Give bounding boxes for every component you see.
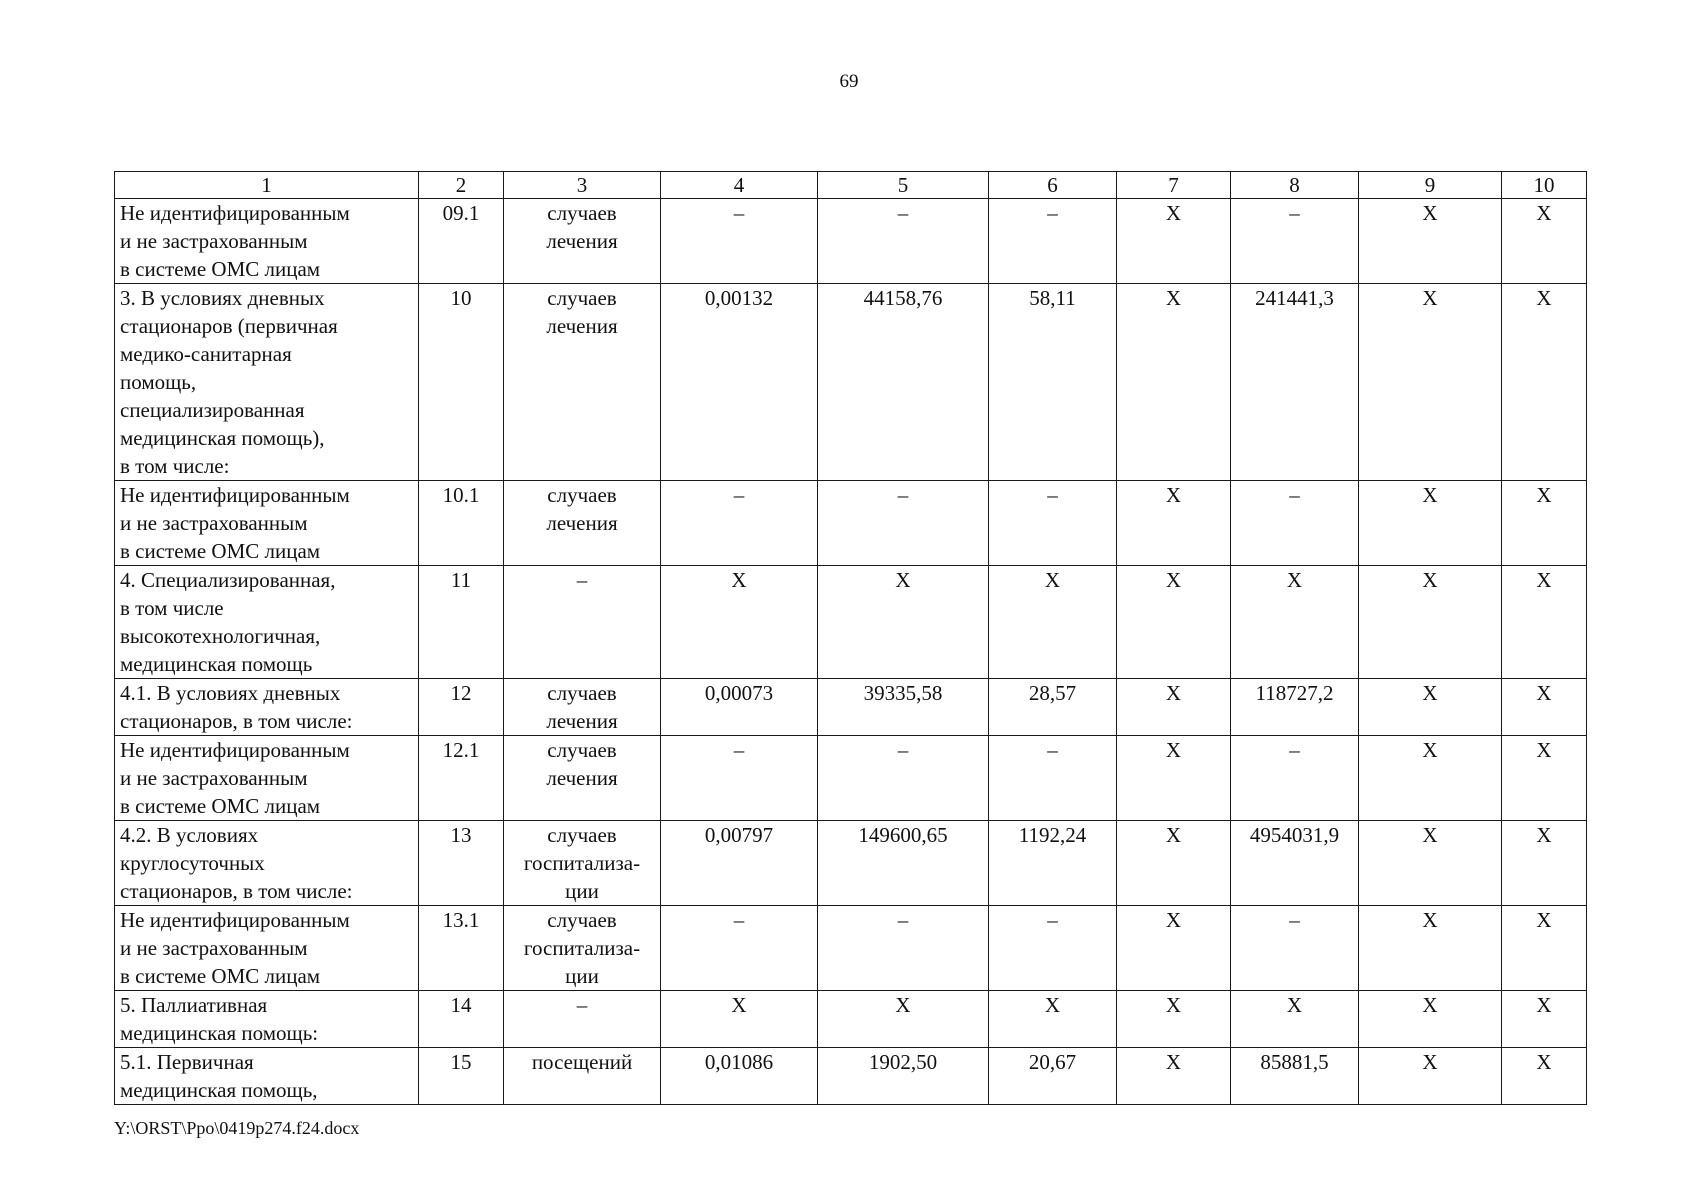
value-cell-6: 58,11 bbox=[989, 284, 1117, 481]
cell-line: помощь, bbox=[120, 370, 197, 394]
cell-line: случаев bbox=[547, 908, 617, 932]
cell-line: Не идентифицированным bbox=[120, 483, 350, 507]
cell-line: случаев bbox=[547, 738, 617, 762]
value-cell-9: Х bbox=[1359, 284, 1502, 481]
value-cell-5: 39335,58 bbox=[818, 679, 989, 736]
value-cell-4: 0,00073 bbox=[661, 679, 818, 736]
cell-line: случаев bbox=[547, 483, 617, 507]
row-name-cell bbox=[115, 906, 419, 991]
cell-line: стационаров, в том числе: bbox=[120, 879, 353, 903]
row-unit-cell bbox=[504, 906, 661, 991]
value-cell-7: Х bbox=[1117, 1048, 1231, 1105]
value-cell-5: – bbox=[818, 906, 989, 991]
cell-line: в том числе: bbox=[120, 454, 230, 478]
cell-line: Не идентифицированным bbox=[120, 738, 350, 762]
row-name-cell bbox=[115, 566, 419, 679]
column-header-4: 4 bbox=[661, 172, 818, 199]
table-row bbox=[115, 199, 1587, 284]
cell-line: и не застрахованным bbox=[120, 511, 308, 535]
table-row bbox=[115, 906, 1587, 991]
row-name-cell bbox=[115, 1048, 419, 1105]
cell-line: в том числе bbox=[120, 596, 224, 620]
value-cell-9: Х bbox=[1359, 736, 1502, 821]
table-row bbox=[115, 991, 1587, 1048]
cell-line: медицинская помощь), bbox=[120, 426, 325, 450]
table-row bbox=[115, 566, 1587, 679]
cell-line: – bbox=[576, 993, 588, 1017]
table-row bbox=[115, 679, 1587, 736]
cell-line: и не застрахованным bbox=[120, 936, 308, 960]
cell-line: 4.2. В условиях bbox=[120, 823, 259, 847]
value-cell-10: Х bbox=[1502, 906, 1587, 991]
value-cell-8: 4954031,9 bbox=[1231, 821, 1359, 906]
cell-line: медицинская помощь, bbox=[120, 1078, 318, 1102]
cell-line: круглосуточных bbox=[120, 851, 265, 875]
cell-line: лечения bbox=[546, 229, 618, 253]
cell-line: медико-санитарная bbox=[120, 342, 292, 366]
column-header-2: 2 bbox=[419, 172, 504, 199]
row-code-cell: 10.1 bbox=[419, 481, 504, 566]
cell-line: Не идентифицированным bbox=[120, 201, 350, 225]
value-cell-9: Х bbox=[1359, 481, 1502, 566]
value-cell-9: Х bbox=[1359, 906, 1502, 991]
value-cell-8: Х bbox=[1231, 991, 1359, 1048]
row-unit-cell bbox=[504, 481, 661, 566]
value-cell-5: 149600,65 bbox=[818, 821, 989, 906]
cell-line: лечения bbox=[546, 314, 618, 338]
column-header-7: 7 bbox=[1117, 172, 1231, 199]
value-cell-5: Х bbox=[818, 991, 989, 1048]
value-cell-6: 20,67 bbox=[989, 1048, 1117, 1105]
row-code-cell: 12 bbox=[419, 679, 504, 736]
value-cell-8: – bbox=[1231, 199, 1359, 284]
cell-line: 4. Специализированная, bbox=[120, 568, 336, 592]
row-unit-cell bbox=[504, 679, 661, 736]
value-cell-5: 44158,76 bbox=[818, 284, 989, 481]
cell-line: высокотехнологичная, bbox=[120, 624, 321, 648]
row-code-cell: 15 bbox=[419, 1048, 504, 1105]
column-header-1: 1 bbox=[115, 172, 419, 199]
row-code-cell: 11 bbox=[419, 566, 504, 679]
row-code-cell: 09.1 bbox=[419, 199, 504, 284]
cell-line: стационаров, в том числе: bbox=[120, 709, 353, 733]
cell-line: в системе ОМС лицам bbox=[120, 964, 321, 988]
footer-file-path: Y:\ORST\Ppo\0419p274.f24.docx bbox=[114, 1118, 360, 1138]
table-row bbox=[115, 736, 1587, 821]
cell-line: и не застрахованным bbox=[120, 229, 308, 253]
row-unit-cell bbox=[504, 991, 661, 1048]
cell-line: ции bbox=[565, 879, 599, 903]
value-cell-10: Х bbox=[1502, 679, 1587, 736]
value-cell-5: – bbox=[818, 199, 989, 284]
value-cell-10: Х bbox=[1502, 736, 1587, 821]
value-cell-7: Х bbox=[1117, 481, 1231, 566]
row-code-cell: 13.1 bbox=[419, 906, 504, 991]
column-header-6: 6 bbox=[989, 172, 1117, 199]
value-cell-6: – bbox=[989, 481, 1117, 566]
cell-line: 5.1. Первичная bbox=[120, 1050, 254, 1074]
value-cell-7: Х bbox=[1117, 821, 1231, 906]
cell-line: медицинская помощь bbox=[120, 652, 313, 676]
value-cell-6: – bbox=[989, 906, 1117, 991]
value-cell-10: Х bbox=[1502, 481, 1587, 566]
value-cell-8: 241441,3 bbox=[1231, 284, 1359, 481]
value-cell-5: 1902,50 bbox=[818, 1048, 989, 1105]
value-cell-10: Х bbox=[1502, 991, 1587, 1048]
value-cell-4: – bbox=[661, 481, 818, 566]
value-cell-10: Х bbox=[1502, 284, 1587, 481]
column-header-8: 8 bbox=[1231, 172, 1359, 199]
cell-line: в системе ОМС лицам bbox=[120, 257, 321, 281]
row-unit-cell bbox=[504, 566, 661, 679]
value-cell-10: Х bbox=[1502, 199, 1587, 284]
cell-line: госпитализа- bbox=[523, 851, 641, 875]
row-code-cell: 14 bbox=[419, 991, 504, 1048]
value-cell-6: – bbox=[989, 736, 1117, 821]
value-cell-4: – bbox=[661, 906, 818, 991]
column-header-5: 5 bbox=[818, 172, 989, 199]
value-cell-6: 1192,24 bbox=[989, 821, 1117, 906]
value-cell-5: – bbox=[818, 481, 989, 566]
cell-line: лечения bbox=[546, 511, 618, 535]
value-cell-6: Х bbox=[989, 991, 1117, 1048]
table-row bbox=[115, 1048, 1587, 1105]
table-header-row bbox=[115, 172, 1587, 199]
value-cell-4: 0,01086 bbox=[661, 1048, 818, 1105]
row-unit-cell bbox=[504, 736, 661, 821]
row-name-cell bbox=[115, 679, 419, 736]
cell-line: госпитализа- bbox=[523, 936, 641, 960]
cell-line: случаев bbox=[547, 681, 617, 705]
value-cell-7: Х bbox=[1117, 906, 1231, 991]
value-cell-9: Х bbox=[1359, 566, 1502, 679]
value-cell-10: Х bbox=[1502, 821, 1587, 906]
value-cell-7: Х bbox=[1117, 736, 1231, 821]
cell-line: случаев bbox=[547, 286, 617, 310]
row-code-cell: 10 bbox=[419, 284, 504, 481]
value-cell-9: Х bbox=[1359, 991, 1502, 1048]
cell-line: специализированная bbox=[120, 398, 305, 422]
value-cell-7: Х bbox=[1117, 284, 1231, 481]
table-row bbox=[115, 481, 1587, 566]
value-cell-7: Х bbox=[1117, 199, 1231, 284]
row-name-cell bbox=[115, 991, 419, 1048]
value-cell-4: – bbox=[661, 736, 818, 821]
row-name-cell bbox=[115, 199, 419, 284]
table-body bbox=[115, 172, 1587, 1105]
value-cell-9: Х bbox=[1359, 1048, 1502, 1105]
column-header-9: 9 bbox=[1359, 172, 1502, 199]
column-header-10: 10 bbox=[1502, 172, 1587, 199]
value-cell-6: – bbox=[989, 199, 1117, 284]
page-number: 69 bbox=[839, 71, 859, 92]
value-cell-10: Х bbox=[1502, 566, 1587, 679]
value-cell-4: Х bbox=[661, 991, 818, 1048]
cell-line: 3. В условиях дневных bbox=[120, 286, 325, 310]
row-name-cell bbox=[115, 284, 419, 481]
row-name-cell bbox=[115, 736, 419, 821]
value-cell-6: Х bbox=[989, 566, 1117, 679]
cell-line: ции bbox=[565, 964, 599, 988]
row-unit-cell bbox=[504, 284, 661, 481]
row-unit-cell bbox=[504, 1048, 661, 1105]
value-cell-7: Х bbox=[1117, 679, 1231, 736]
value-cell-9: Х bbox=[1359, 199, 1502, 284]
cell-line: стационаров (первичная bbox=[120, 314, 338, 338]
value-cell-10: Х bbox=[1502, 1048, 1587, 1105]
value-cell-8: Х bbox=[1231, 566, 1359, 679]
cell-line: случаев bbox=[547, 201, 617, 225]
value-cell-8: – bbox=[1231, 481, 1359, 566]
value-cell-8: 118727,2 bbox=[1231, 679, 1359, 736]
value-cell-4: Х bbox=[661, 566, 818, 679]
cell-line: случаев bbox=[547, 823, 617, 847]
cell-line: 5. Паллиативная bbox=[120, 993, 268, 1017]
row-name-cell bbox=[115, 481, 419, 566]
value-cell-5: Х bbox=[818, 566, 989, 679]
value-cell-9: Х bbox=[1359, 679, 1502, 736]
cell-line: 4.1. В условиях дневных bbox=[120, 681, 341, 705]
cell-line: в системе ОМС лицам bbox=[120, 794, 321, 818]
value-cell-4: 0,00797 bbox=[661, 821, 818, 906]
value-cell-8: 85881,5 bbox=[1231, 1048, 1359, 1105]
column-header-3: 3 bbox=[504, 172, 661, 199]
value-cell-4: – bbox=[661, 199, 818, 284]
cell-line: лечения bbox=[546, 766, 618, 790]
cell-line: лечения bbox=[546, 709, 618, 733]
cell-line: в системе ОМС лицам bbox=[120, 539, 321, 563]
value-cell-7: Х bbox=[1117, 991, 1231, 1048]
value-cell-6: 28,57 bbox=[989, 679, 1117, 736]
row-code-cell: 13 bbox=[419, 821, 504, 906]
cell-line: и не застрахованным bbox=[120, 766, 308, 790]
value-cell-8: – bbox=[1231, 736, 1359, 821]
value-cell-9: Х bbox=[1359, 821, 1502, 906]
row-unit-cell bbox=[504, 199, 661, 284]
table-row bbox=[115, 284, 1587, 481]
cell-line: медицинская помощь: bbox=[120, 1021, 319, 1045]
data-table bbox=[114, 171, 1587, 1105]
row-code-cell: 12.1 bbox=[419, 736, 504, 821]
cell-line: посещений bbox=[531, 1050, 633, 1074]
row-unit-cell bbox=[504, 821, 661, 906]
table-row bbox=[115, 821, 1587, 906]
value-cell-5: – bbox=[818, 736, 989, 821]
value-cell-4: 0,00132 bbox=[661, 284, 818, 481]
value-cell-8: – bbox=[1231, 906, 1359, 991]
row-name-cell bbox=[115, 821, 419, 906]
cell-line: Не идентифицированным bbox=[120, 908, 350, 932]
value-cell-7: Х bbox=[1117, 566, 1231, 679]
cell-line: – bbox=[576, 568, 588, 592]
